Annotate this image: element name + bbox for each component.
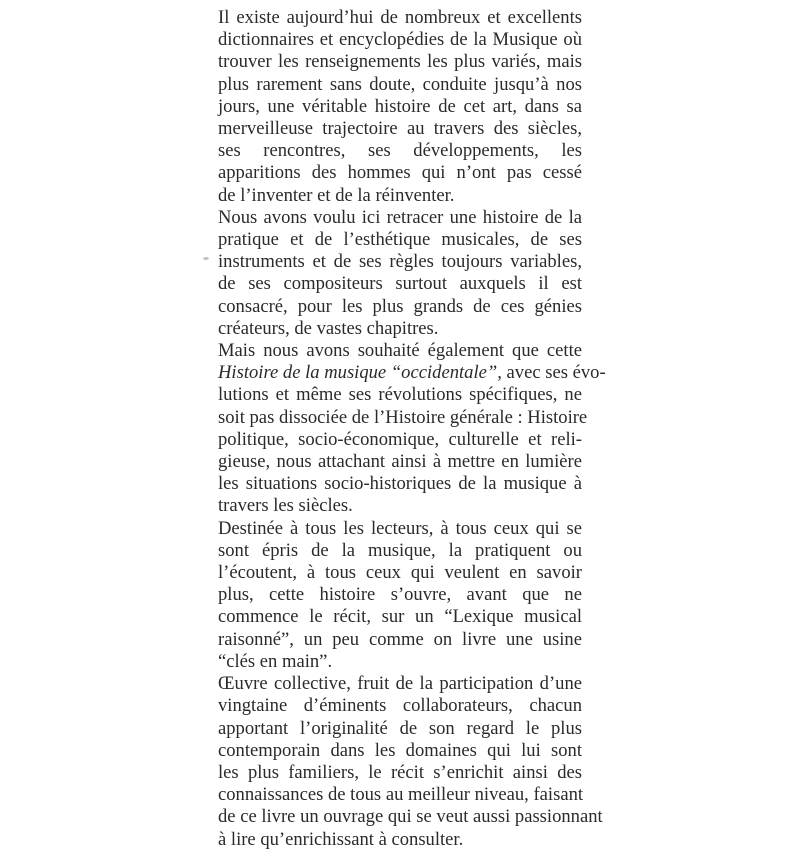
text-line: trouver les renseignements les plus variés, mais [218, 51, 582, 73]
text-line: sont épris de la musique, la pratiquent ou [218, 539, 582, 561]
scan-speck [203, 257, 209, 260]
text-line: politique, socio-économique, culturelle et reli- [218, 428, 582, 450]
text-line: connaissances de tous au meilleur niveau, faisant [218, 784, 584, 806]
text-line: consacré, pour les plus grands de ces génies [218, 295, 582, 317]
text-line: pratique et de l’esthétique musicales, de ses [218, 229, 582, 251]
text-line: apparitions des hommes qui n’ont pas cessé [218, 162, 582, 184]
text-line: les plus familiers, le récit s’enrichit ainsi des [218, 761, 582, 783]
text-line: Il existe aujourd’hui de nombreux et excellents [218, 7, 582, 28]
text-line: plus rarement sans doute, conduite jusqu’à nos [218, 73, 582, 95]
text-line: soit pas dissociée de l’Histoire générale : Histoire [218, 406, 588, 428]
text-line: créateurs, de vastes chapitres. [218, 317, 439, 339]
book-title: Histoire de la musique “occidentale”, [218, 362, 502, 384]
text-line: vingtaine d’éminents collaborateurs, chacun [218, 695, 582, 717]
text-line: raisonné”, un peu comme on livre une usine [218, 628, 582, 650]
paragraph-1 [218, 7, 582, 207]
text-line: merveilleuse trajectoire au travers des siècles, [218, 118, 582, 140]
paragraph-2 [218, 207, 582, 340]
paragraph-4 [218, 518, 582, 673]
text-line: les situations socio-historiques de la musique à [218, 473, 582, 495]
text-line: “clés en main”. [218, 650, 333, 672]
text-line: plus, cette histoire s’ouvre, avant que ne [218, 584, 582, 606]
text-fragment: avec ses évo- [501, 362, 606, 384]
text-line: de ses compositeurs surtout auxquels il est [218, 273, 582, 295]
text-line: travers les siècles. [218, 495, 353, 517]
text-line: lutions et même ses révolutions spécifiques, ne [218, 384, 582, 406]
text-line: Nous avons voulu ici retracer une histoire de la [218, 206, 582, 228]
paragraph-5 [218, 673, 603, 851]
text-line: Mais nous avons souhaité également que cette [218, 340, 582, 362]
text-line: Œuvre collective, fruit de la participation d’une [218, 673, 582, 695]
text-line: commence le récit, sur un “Lexique musical [218, 606, 582, 628]
text-line: Destinée à tous les lecteurs, à tous ceux qui se [218, 517, 582, 539]
text-line: à lire qu’enrichissant à consulter. [218, 828, 464, 850]
paragraph-3 [218, 340, 606, 518]
text-line: l’écoutent, à tous ceux qui veulent en savoir [218, 562, 582, 584]
text-line: de ce livre un ouvrage qui se veut aussi passionnant [218, 806, 603, 828]
text-line: gieuse, nous attachant ainsi à mettre en lumière [218, 451, 582, 473]
text-line: contemporain dans les domaines qui lui sont [218, 739, 582, 761]
text-line: instruments et de ses règles toujours variables, [218, 251, 582, 273]
text-line: de l’inventer et de la réinventer. [218, 184, 455, 206]
text-line: apportant l’originalité de son regard le plus [218, 717, 582, 739]
text-line: ses rencontres, ses développements, les [218, 140, 582, 162]
text-line-with-title [218, 362, 606, 384]
text-line: dictionnaires et encyclopédies de la Musique où [218, 29, 582, 51]
body-text [218, 7, 606, 851]
text-line: jours, une véritable histoire de cet art, dans sa [218, 95, 582, 117]
